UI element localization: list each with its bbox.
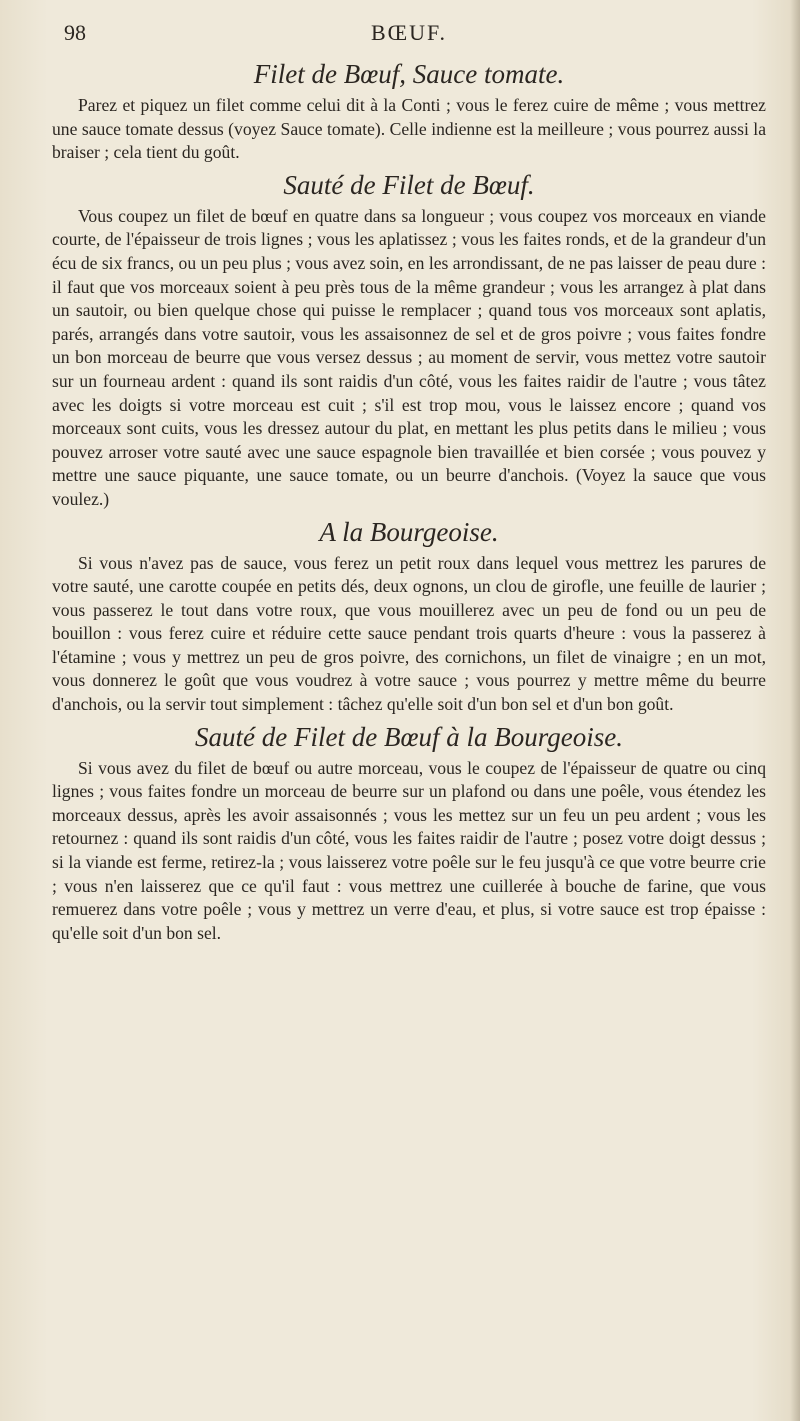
recipe-text: Si vous n'avez pas de sauce, vous ferez un petit roux dans lequel vous mettrez les parures de votre sauté, une carotte coupée en petits dés, deux ognons, un clou de girofle, une feuille de laurier ; vous passerez le tout dans votre roux, que vous mouillerez avec un peu de fond ou un peu de bouillon : vous ferez cuire et réduire cette sauce pendant trois quarts d'heure : vous la passerez à l'étamine ; vous y mettrez un peu de gros poivre, des cornichons, un filet de vinaigre ; en un mot, vous donnerez le goût que vous voudrez à votre sauce ; vous pourrez y mettre même du beurre d'anchois, ou la servir tout simplement : tâchez qu'elle soit d'un bon sel et d'un bon goût.: [52, 552, 766, 715]
page-number: 98: [64, 20, 86, 45]
running-title: BŒUF.: [370, 20, 448, 45]
recipe-saute-bourgeoise: [52, 721, 766, 946]
recipe-title: Sauté de Filet de Bœuf à la Bourgeoise.: [195, 721, 623, 752]
recipe-a-la-bourgeoise: [52, 516, 766, 717]
recipe-saute-filet: [52, 169, 766, 512]
page-edge-shadow: [790, 0, 800, 1421]
recipe-text: Vous coupez un filet de bœuf en quatre dans sa longueur ; vous coupez vos morceaux en viande courte, de l'épaisseur de trois lignes ; vous les aplatissez ; vous les faites ronds, et de la grandeur d'un écu de six francs, ou un peu plus ; vous avez soin, en les arrondissant, de ne pas laisser de peau dure : il faut que vos morceaux soient à peu près tous de la même grandeur ; vous les arrangez à plat dans un sautoir, ou bien quelque chose qui puisse le remplacer ; quand tous vos morceaux sont aplatis, parés, arrangés dans votre sautoir, vous les assaisonnez de sel et de gros poivre ; vous faites fondre un bon morceau de beurre que vous versez dessus ; au moment de servir, vous mettez votre sautoir sur un fourneau ardent : quand ils sont raidis d'un côté, vous les faites raidir de l'autre ; vous tâtez avec les doigts si votre morceau est cuit ; s'il est trop mou, vous le laissez encore ; quand vos morceaux sont cuits, vous les dressez autour du plat, en mettant les plus petits dans le milieu ; vous pouvez arroser votre sauté avec une sauce espagnole bien travaillée et bien corsée ; vous pouvez y mettre une sauce piquante, une sauce tomate, ou un beurre d'anchois. (Voyez la sauce que vous voulez.): [52, 205, 766, 509]
recipe-text: Parez et piquez un filet comme celui dit à la Conti ; vous le ferez cuire de même ; vous mettrez une sauce tomate dessus (voyez Sauce tomate). Celle indienne est la meilleure ; vous pourrez aussi la braiser ; cela tient du goût.: [52, 95, 766, 163]
running-head: [52, 14, 766, 54]
recipe-text: Si vous avez du filet de bœuf ou autre morceau, vous le coupez de l'épaisseur de quatre ou cinq lignes ; vous faites fondre un morceau de beurre sur un plafond ou dans une poêle, vous étendez les morceaux dessus, après les avoir assaisonnés ; vous les mettez sur un feu un peu ardent ; vous les retournez : quand ils sont raidis d'un côté, vous les faites raidir de l'autre ; posez votre doigt dessus ; si la viande est ferme, retirez-la ; vous laisserez votre poêle sur le feu jusqu'à ce que votre beurre crie ; vous n'en laisserez que ce qu'il faut : vous mettrez une cuillerée à bouche de farine, que vous remuerez dans votre poêle ; vous y mettrez un verre d'eau, et plus, si votre sauce est trop épaisse : qu'elle soit d'un bon sel.: [52, 757, 766, 943]
recipe-title: A la Bourgeoise.: [319, 516, 499, 547]
recipe-filet-sauce-tomate: [52, 58, 766, 165]
recipe-title: Sauté de Filet de Bœuf.: [283, 169, 535, 200]
recipe-title: Filet de Bœuf, Sauce tomate.: [253, 59, 565, 89]
